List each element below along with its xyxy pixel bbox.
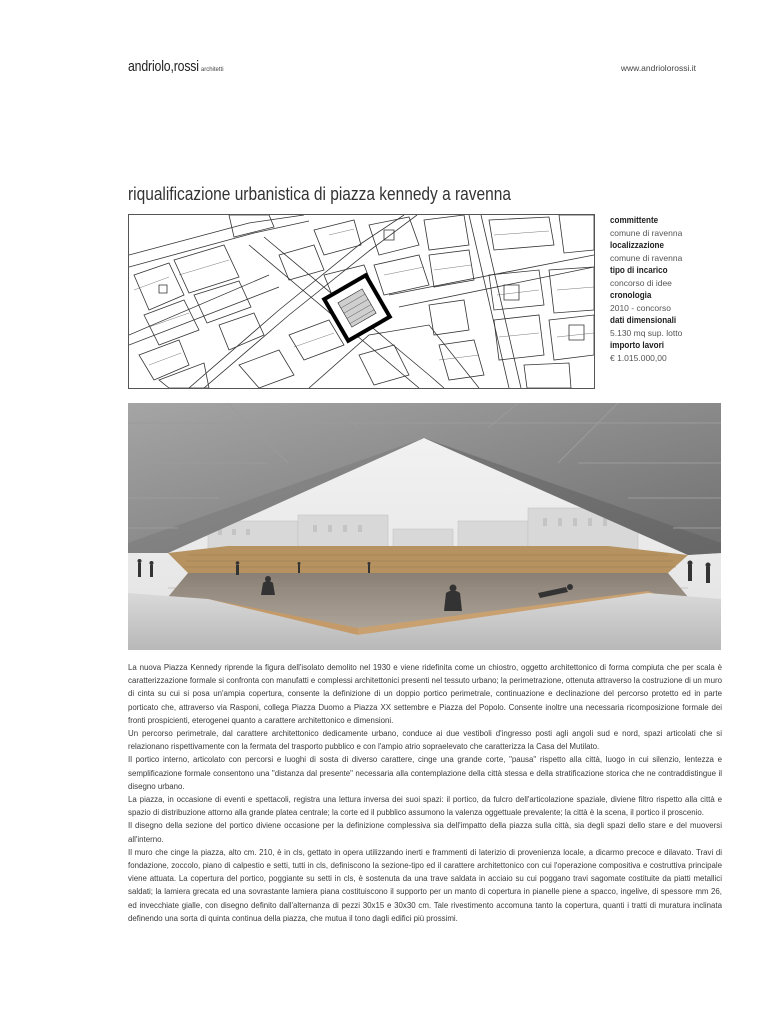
site-plan-drawing <box>129 215 594 388</box>
brand-subtitle: architetti <box>200 67 224 73</box>
description-paragraph: Un percorso perimetrale, dal carattere architettonico dedicamente urbano, conduce ai due vestiboli d'ingresso posti agli angoli sud e nord, spazi articolati che si relazionano rispettivamente con la fermata del trasporto pubblico e con l'ampio atrio sopraelevato che caratterizza la Casa del Mutilato. <box>128 729 722 752</box>
piazza-render-image <box>128 403 721 650</box>
description-paragraph: La piazza, in occasione di eventi e spettacoli, registra una lettura inversa dei suoi spazi: il portico, da fulcro dell'articolazione spaziale, diviene filtro rispetto alla città e spazio di distribuzione attorno alla grande platea centrale; la corte ed il pubblico assumono la valenza oggettuale prevalente; la città è la scena, il portico il proscenio. <box>128 795 722 818</box>
info-label: dati dimensionali <box>610 315 677 325</box>
project-description <box>128 661 722 925</box>
info-value: € 1.015.000,00 <box>610 352 667 363</box>
info-tipo-incarico <box>610 264 730 289</box>
info-value: comune di ravenna <box>610 227 683 238</box>
info-localizzazione <box>610 239 730 264</box>
brand-logo <box>128 58 224 76</box>
description-paragraph: Il portico interno, articolato con percorsi e luoghi di sosta di diverso carattere, cinge una grande corte, "pausa" rispetto alla città, luogo in cui silenzio, lentezza e semplificazione formale consentono una "distanza dal presente" necessaria alla contemplazione della città stessa e della stratificazione storica che ne contraddistingue il disegno urbano. <box>128 755 722 791</box>
brand-name: andriolo,rossi <box>128 58 199 75</box>
description-paragraph: Il muro che cinge la piazza, alto cm. 210, è in cls, gettato in opera utilizzando inerti e frammenti di laterizio di provenienza locale, a dicarmo precoce e dilavato. Travi di fondazione, zoccolo, piano di calpestio e setti, tutti in cls, definiscono la sezione-tipo ed il carattere architettonico con cui l'operazione compositiva e costruttiva principale viene attuata. La copertura del portico, poggiante su setti in cls, è sostenuta da una trave saldata in acciaio su cui poggano travi sagomate costituite da piatti metallici saldati; la lamiera grecata ed una sovrastante lamiera piana costituiscono il supporto per un manto di copertura in pianelle piene a spacco, ingelive, di spessore mm 26, ed invecchiate gialle, con disegno definito dall'alternanza di pezzi 30x15 e 30x30 cm. Tale rivestimento accomuna tanto la copertura, quanti i tratti di muratura inclinata definendo una sorta di quinta continua della piazza, che mutua il tono dagli edifici più prossimi. <box>128 847 722 923</box>
info-label: committente <box>610 215 659 225</box>
info-label: localizzazione <box>610 240 665 250</box>
info-committente <box>610 214 730 239</box>
site-plan-map <box>128 214 595 389</box>
info-label: importo lavori <box>610 340 665 350</box>
info-label: cronologia <box>610 290 652 300</box>
info-cronologia <box>610 289 730 314</box>
info-value: comune di ravenna <box>610 252 683 263</box>
website-link[interactable]: www.andriolorossi.it <box>620 63 696 73</box>
description-paragraph: La nuova Piazza Kennedy riprende la figura dell'isolato demolito nel 1930 e viene ridefinita come un chiostro, oggetto architettonico di forma compiuta che per scala è caratterizzazione formale si confronta con manufatti e complessi architettonici presenti nel tessuto urbano; la perimetrazione, ottenuta attraverso la costruzione di un muro di cinta su cui si posa un'ampia copertura, consente la definizione di un doppio portico perimetrale, continuazione e declinazione del percorso protetto ed in parte porticato che, attraverso via Rasponi, collega Piazza Duomo a Piazza XX settembre e Piazza del Popolo. Consente inoltre una necessaria ricomposizione formale dei fronti prospicienti, eterogenei quanto a carattere architettonico e dimensioni. <box>128 663 722 725</box>
description-paragraph: Il disegno della sezione del portico diviene occasione per la definizione complessiva sia dell'impatto della piazza sulla città, sia degli spazi dello stare e del muoversi all'interno. <box>128 821 722 844</box>
info-value: 5.130 mq sup. lotto <box>610 327 683 338</box>
info-value: 2010 - concorso <box>610 302 671 313</box>
render-drawing <box>128 403 721 650</box>
info-dati-dimensionali <box>610 314 730 339</box>
project-info <box>610 214 730 364</box>
info-label: tipo di incarico <box>610 265 668 275</box>
info-importo-lavori <box>610 339 730 364</box>
info-value: concorso di idee <box>610 277 672 288</box>
page-title: riqualificazione urbanistica di piazza kennedy a ravenna <box>128 184 511 204</box>
